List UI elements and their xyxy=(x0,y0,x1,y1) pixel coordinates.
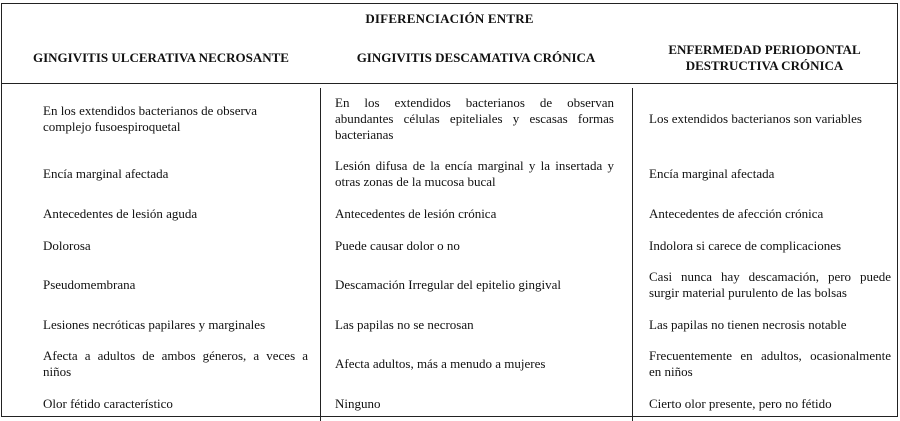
table-title: DIFERENCIACIÓN ENTRE xyxy=(365,10,534,26)
table-row xyxy=(2,309,897,341)
table-row xyxy=(2,198,897,230)
table-cell: Lesiones necróticas papilares y marginales xyxy=(43,317,266,332)
column-header-epdc: ENFERMEDAD PERIODONTAL DESTRUCTIVA CRÓNICA xyxy=(668,42,861,73)
table-cell: Los extendidos bacterianos son variables xyxy=(632,88,897,150)
table-cell: Las papilas no tienen necrosis notable xyxy=(632,309,897,341)
column-header-gun: GINGIVITIS ULCERATIVA NECROSANTE xyxy=(33,50,289,65)
table-cell: Antecedentes de afección crónica xyxy=(632,198,897,230)
table-row xyxy=(2,84,897,150)
table-row xyxy=(2,150,897,198)
table-cell: Las papilas no se necrosan xyxy=(320,309,632,341)
table-cell: Antecedentes de lesión crónica xyxy=(320,198,632,230)
table-cell: Indolora si carece de complicaciones xyxy=(632,230,897,261)
table-cell: Frecuentemente en adultos, ocasionalmente en niños xyxy=(632,341,897,387)
table-cell: Olor fétido característico xyxy=(43,396,173,411)
comparison-table xyxy=(1,3,898,417)
table-cell: Ninguno xyxy=(320,387,632,421)
table-cell: Encía marginal afectada xyxy=(632,150,897,198)
table-cell: Dolorosa xyxy=(43,237,91,253)
table-cell: Pseudomembrana xyxy=(43,277,136,292)
table-row xyxy=(2,341,897,387)
table-cell: Descamación Irregular del epitelio gingival xyxy=(320,261,632,309)
table-cell: Encía marginal afectada xyxy=(43,166,169,181)
table-cell: Afecta a adultos de ambos géneros, a veces a niños xyxy=(43,348,308,379)
table-row xyxy=(2,387,897,421)
table-cell: Antecedentes de lesión aguda xyxy=(43,206,198,221)
table-row xyxy=(2,261,897,309)
header-row xyxy=(2,33,897,84)
table-cell: Lesión difusa de la encía marginal y la insertada y otras zonas de la mucosa bucal xyxy=(320,150,632,198)
table-cell: Afecta adultos, más a menudo a mujeres xyxy=(320,341,632,387)
table-cell: Casi nunca hay descamación, pero puede surgir material purulento de las bolsas xyxy=(632,261,897,309)
table-cell: En los extendidos bacterianos de observa complejo fusoespiroquetal xyxy=(43,103,258,134)
table-row xyxy=(2,230,897,261)
column-header-gdc: GINGIVITIS DESCAMATIVA CRÓNICA xyxy=(356,50,596,65)
table-cell: Cierto olor presente, pero no fétido xyxy=(632,387,897,421)
table-body xyxy=(2,84,897,421)
table-cell: En los extendidos bacterianos de observan abundantes células epiteliales y escasas formas bacterianas xyxy=(320,88,632,150)
table-cell: Puede causar dolor o no xyxy=(320,230,632,261)
